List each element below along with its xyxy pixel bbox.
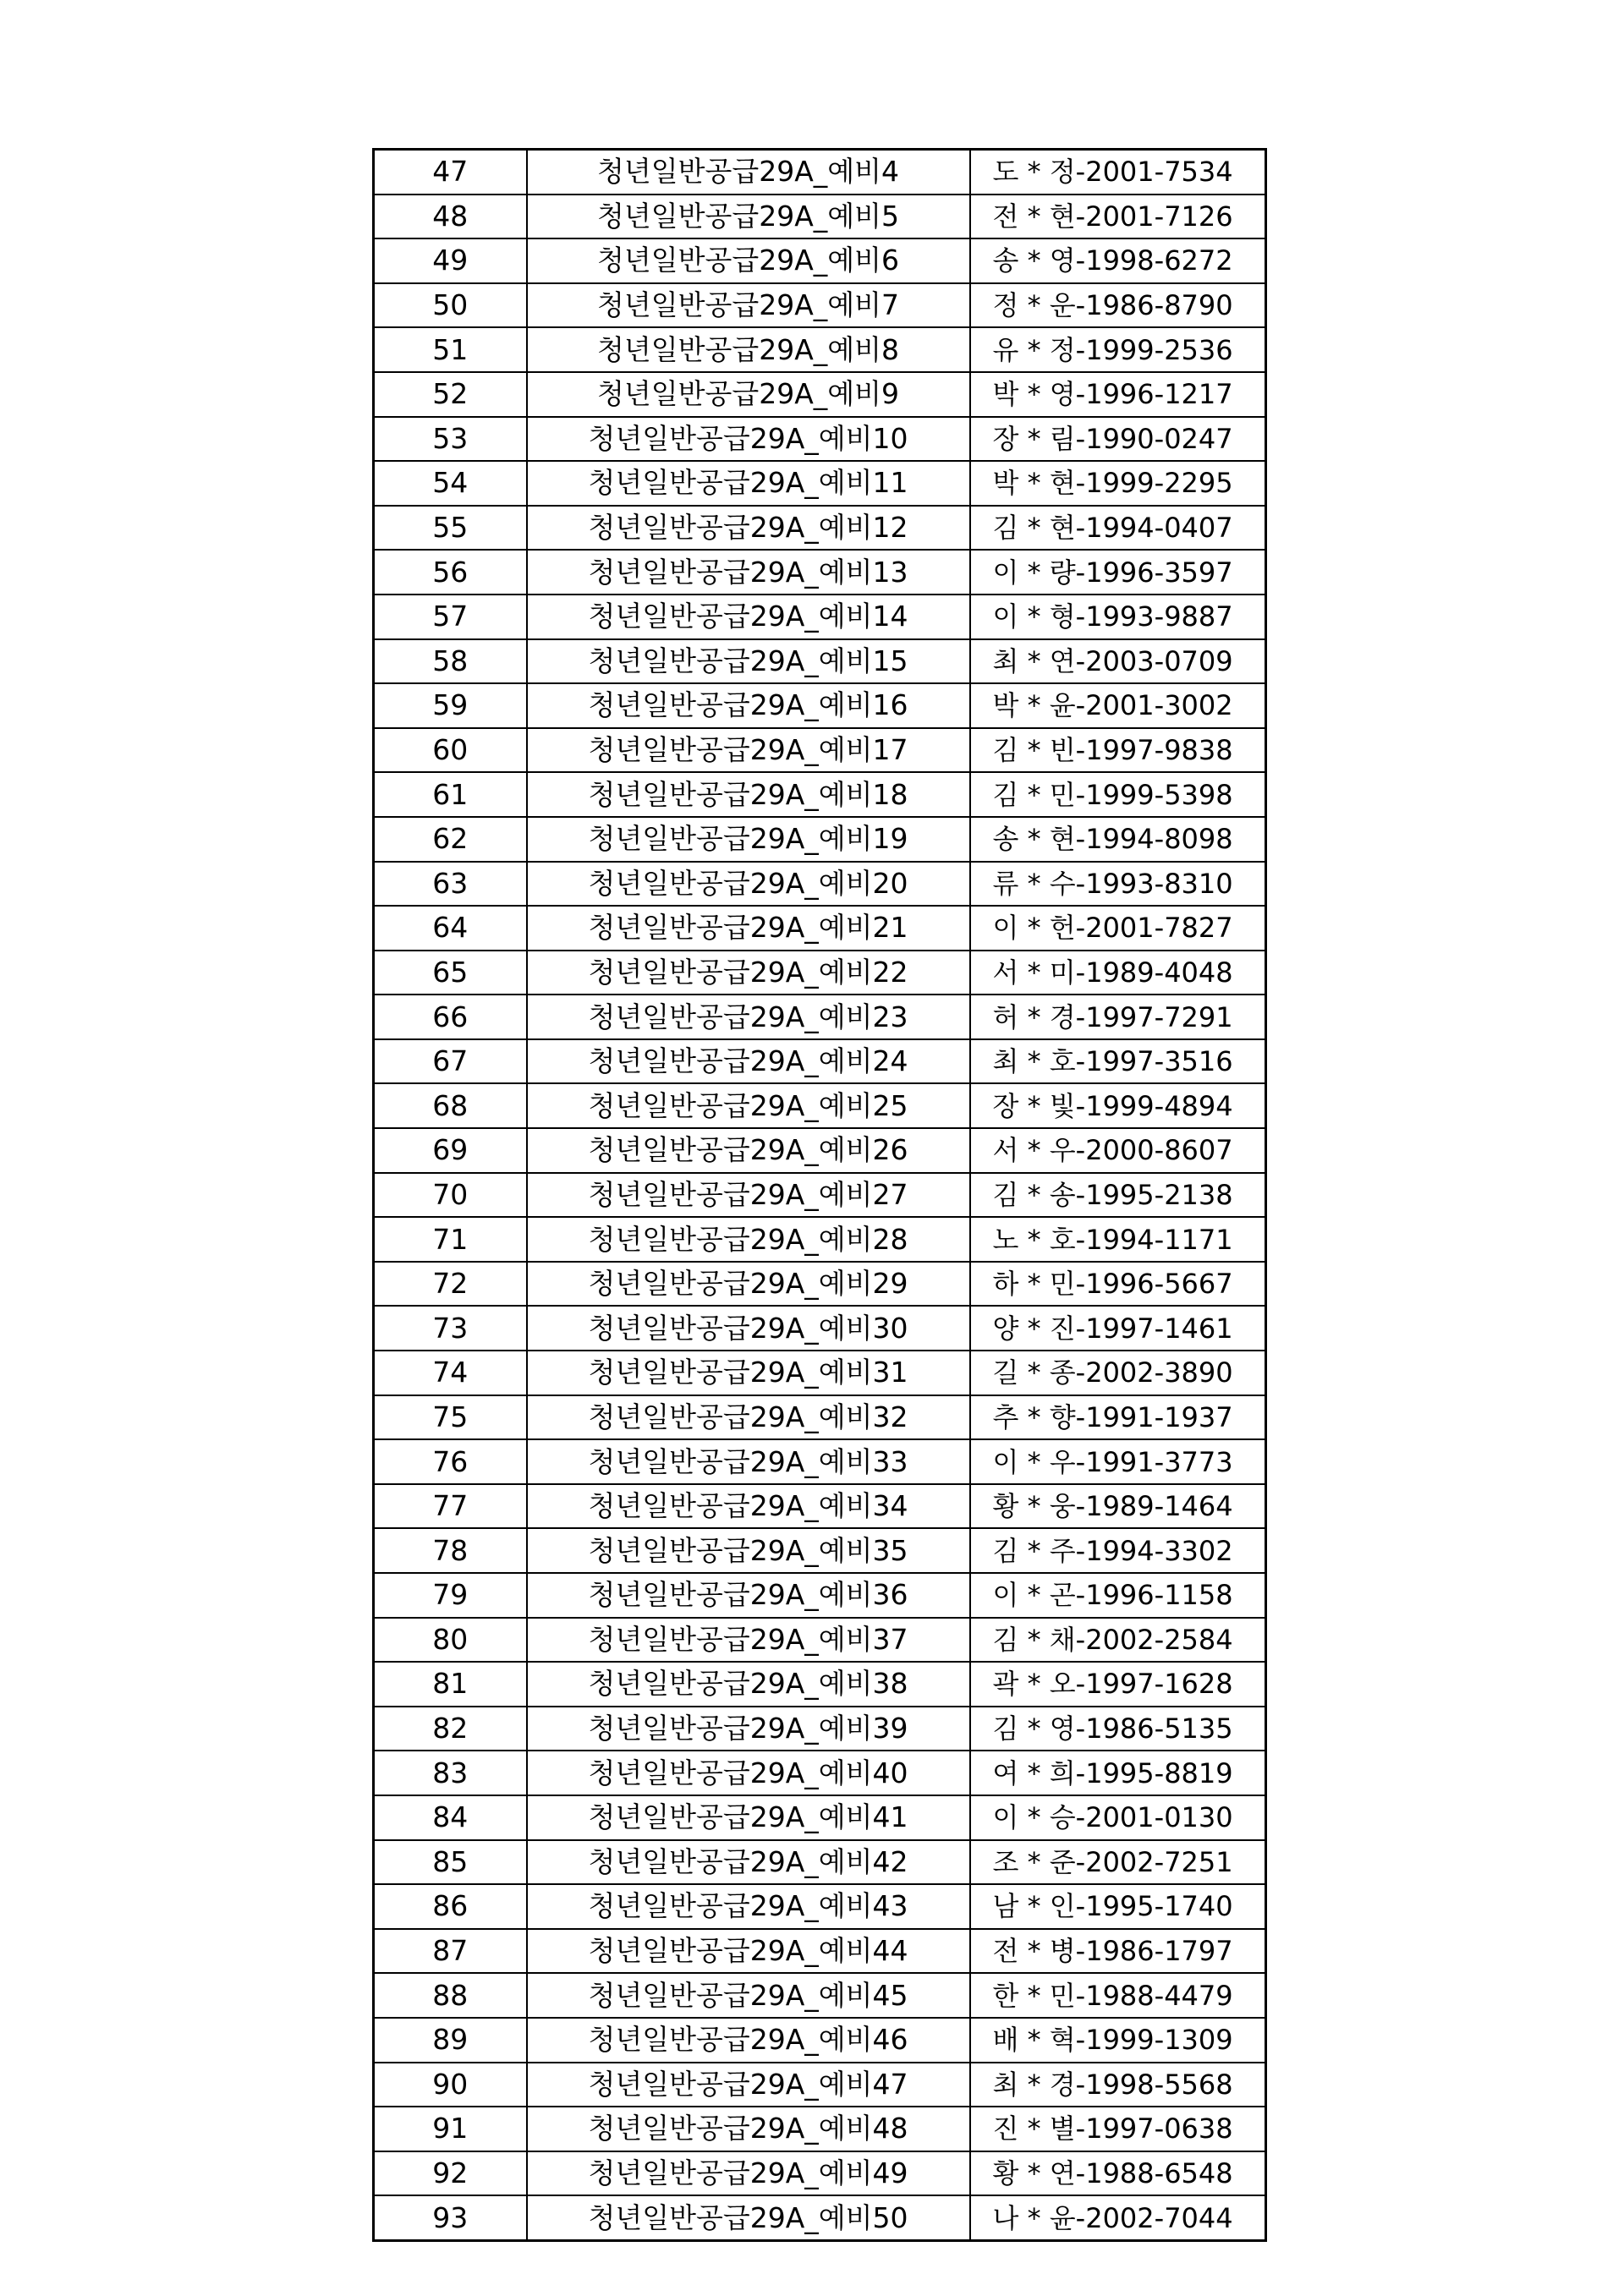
table-row	[374, 2195, 1266, 2240]
applicant-id-cell: 남 * 인-1995-1740	[970, 1884, 1266, 1929]
row-number-cell: 88	[374, 1973, 527, 2018]
applicant-id-cell: 김 * 현-1994-0407	[970, 506, 1266, 551]
table-row	[374, 1351, 1266, 1395]
row-number-cell: 65	[374, 951, 527, 995]
applicant-id-cell: 최 * 경-1998-5568	[970, 2063, 1266, 2107]
supply-category-cell: 청년일반공급29A_예비36	[527, 1573, 970, 1618]
row-number-cell: 47	[374, 150, 527, 195]
supply-category-cell: 청년일반공급29A_예비19	[527, 817, 970, 862]
supply-category-cell: 청년일반공급29A_예비16	[527, 683, 970, 728]
row-number-cell: 91	[374, 2107, 527, 2151]
row-number-cell: 57	[374, 595, 527, 639]
table-row	[374, 728, 1266, 773]
applicant-id-cell: 황 * 연-1988-6548	[970, 2151, 1266, 2196]
row-number-cell: 77	[374, 1484, 527, 1529]
table-row	[374, 595, 1266, 639]
supply-category-cell: 청년일반공급29A_예비38	[527, 1662, 970, 1707]
table-row	[374, 2018, 1266, 2063]
row-number-cell: 66	[374, 995, 527, 1039]
table-row	[374, 995, 1266, 1039]
row-number-cell: 84	[374, 1795, 527, 1840]
row-number-cell: 61	[374, 772, 527, 817]
table-row	[374, 195, 1266, 239]
row-number-cell: 51	[374, 327, 527, 372]
supply-category-cell: 청년일반공급29A_예비35	[527, 1528, 970, 1573]
table-row	[374, 1528, 1266, 1573]
supply-category-cell: 청년일반공급29A_예비27	[527, 1173, 970, 1218]
supply-category-cell: 청년일반공급29A_예비43	[527, 1884, 970, 1929]
row-number-cell: 73	[374, 1306, 527, 1351]
table-row	[374, 1484, 1266, 1529]
supply-category-cell: 청년일반공급29A_예비44	[527, 1929, 970, 1974]
applicant-id-cell: 류 * 수-1993-8310	[970, 862, 1266, 907]
supply-category-cell: 청년일반공급29A_예비25	[527, 1083, 970, 1128]
table-row	[374, 2063, 1266, 2107]
supply-category-cell: 청년일반공급29A_예비7	[527, 283, 970, 328]
supply-category-cell: 청년일반공급29A_예비6	[527, 238, 970, 283]
table-row	[374, 1573, 1266, 1618]
table-row	[374, 639, 1266, 684]
supply-category-cell: 청년일반공급29A_예비21	[527, 906, 970, 951]
table-row	[374, 683, 1266, 728]
row-number-cell: 89	[374, 2018, 527, 2063]
table-row	[374, 1662, 1266, 1707]
row-number-cell: 70	[374, 1173, 527, 1218]
table-row	[374, 372, 1266, 417]
applicant-id-cell: 여 * 희-1995-8819	[970, 1751, 1266, 1795]
applicant-id-cell: 서 * 미-1989-4048	[970, 951, 1266, 995]
supply-category-cell: 청년일반공급29A_예비46	[527, 2018, 970, 2063]
applicant-id-cell: 정 * 운-1986-8790	[970, 283, 1266, 328]
supply-category-cell: 청년일반공급29A_예비17	[527, 728, 970, 773]
supply-category-cell: 청년일반공급29A_예비8	[527, 327, 970, 372]
applicant-id-cell: 곽 * 오-1997-1628	[970, 1662, 1266, 1707]
applicant-id-cell: 송 * 영-1998-6272	[970, 238, 1266, 283]
table-row	[374, 1618, 1266, 1663]
applicant-id-cell: 추 * 향-1991-1937	[970, 1395, 1266, 1440]
table-row	[374, 550, 1266, 595]
table-row	[374, 461, 1266, 506]
applicant-id-cell: 이 * 량-1996-3597	[970, 550, 1266, 595]
applicant-id-cell: 이 * 헌-2001-7827	[970, 906, 1266, 951]
table-row	[374, 2107, 1266, 2151]
table-row	[374, 1973, 1266, 2018]
row-number-cell: 60	[374, 728, 527, 773]
row-number-cell: 58	[374, 639, 527, 684]
applicant-id-cell: 박 * 현-1999-2295	[970, 461, 1266, 506]
applicant-id-cell: 나 * 윤-2002-7044	[970, 2195, 1266, 2240]
row-number-cell: 81	[374, 1662, 527, 1707]
supply-category-cell: 청년일반공급29A_예비42	[527, 1840, 970, 1885]
row-number-cell: 92	[374, 2151, 527, 2196]
table-row	[374, 817, 1266, 862]
row-number-cell: 68	[374, 1083, 527, 1128]
row-number-cell: 83	[374, 1751, 527, 1795]
row-number-cell: 87	[374, 1929, 527, 1974]
table-row	[374, 951, 1266, 995]
table-row	[374, 2151, 1266, 2196]
applicant-id-cell: 전 * 현-2001-7126	[970, 195, 1266, 239]
row-number-cell: 80	[374, 1618, 527, 1663]
table-row	[374, 1795, 1266, 1840]
applicant-id-cell: 김 * 빈-1997-9838	[970, 728, 1266, 773]
row-number-cell: 67	[374, 1039, 527, 1084]
table-row	[374, 1173, 1266, 1218]
row-number-cell: 64	[374, 906, 527, 951]
applicant-id-cell: 이 * 곤-1996-1158	[970, 1573, 1266, 1618]
applicant-id-cell: 진 * 별-1997-0638	[970, 2107, 1266, 2151]
row-number-cell: 90	[374, 2063, 527, 2107]
row-number-cell: 50	[374, 283, 527, 328]
applicant-id-cell: 서 * 우-2000-8607	[970, 1128, 1266, 1173]
supply-category-cell: 청년일반공급29A_예비18	[527, 772, 970, 817]
table-row	[374, 1840, 1266, 1885]
applicant-id-cell: 김 * 채-2002-2584	[970, 1618, 1266, 1663]
applicant-id-cell: 박 * 윤-2001-3002	[970, 683, 1266, 728]
supply-category-cell: 청년일반공급29A_예비45	[527, 1973, 970, 2018]
applicant-id-cell: 김 * 송-1995-2138	[970, 1173, 1266, 1218]
table-row	[374, 862, 1266, 907]
table-row	[374, 506, 1266, 551]
applicant-id-cell: 전 * 병-1986-1797	[970, 1929, 1266, 1974]
table-row	[374, 1083, 1266, 1128]
applicant-id-cell: 이 * 승-2001-0130	[970, 1795, 1266, 1840]
row-number-cell: 63	[374, 862, 527, 907]
row-number-cell: 85	[374, 1840, 527, 1885]
table-row	[374, 772, 1266, 817]
applicant-id-cell: 도 * 정-2001-7534	[970, 150, 1266, 195]
table-row	[374, 1929, 1266, 1974]
reserve-list-table	[372, 148, 1267, 2242]
applicant-id-cell: 황 * 웅-1989-1464	[970, 1484, 1266, 1529]
table-row	[374, 417, 1266, 462]
supply-category-cell: 청년일반공급29A_예비26	[527, 1128, 970, 1173]
supply-category-cell: 청년일반공급29A_예비14	[527, 595, 970, 639]
supply-category-cell: 청년일반공급29A_예비39	[527, 1707, 970, 1751]
supply-category-cell: 청년일반공급29A_예비12	[527, 506, 970, 551]
row-number-cell: 75	[374, 1395, 527, 1440]
row-number-cell: 78	[374, 1528, 527, 1573]
applicant-id-cell: 김 * 민-1999-5398	[970, 772, 1266, 817]
applicant-id-cell: 최 * 연-2003-0709	[970, 639, 1266, 684]
row-number-cell: 56	[374, 550, 527, 595]
row-number-cell: 79	[374, 1573, 527, 1618]
supply-category-cell: 청년일반공급29A_예비31	[527, 1351, 970, 1395]
supply-category-cell: 청년일반공급29A_예비49	[527, 2151, 970, 2196]
row-number-cell: 62	[374, 817, 527, 862]
supply-category-cell: 청년일반공급29A_예비11	[527, 461, 970, 506]
supply-category-cell: 청년일반공급29A_예비9	[527, 372, 970, 417]
applicant-id-cell: 길 * 종-2002-3890	[970, 1351, 1266, 1395]
applicant-id-cell: 이 * 형-1993-9887	[970, 595, 1266, 639]
applicant-id-cell: 장 * 림-1990-0247	[970, 417, 1266, 462]
supply-category-cell: 청년일반공급29A_예비37	[527, 1618, 970, 1663]
applicant-id-cell: 유 * 정-1999-2536	[970, 327, 1266, 372]
reserve-list-body	[374, 150, 1266, 2241]
row-number-cell: 72	[374, 1262, 527, 1307]
row-number-cell: 53	[374, 417, 527, 462]
supply-category-cell: 청년일반공급29A_예비34	[527, 1484, 970, 1529]
applicant-id-cell: 조 * 준-2002-7251	[970, 1840, 1266, 1885]
table-row	[374, 1128, 1266, 1173]
table-row	[374, 1439, 1266, 1484]
table-row	[374, 1217, 1266, 1262]
row-number-cell: 48	[374, 195, 527, 239]
supply-category-cell: 청년일반공급29A_예비30	[527, 1306, 970, 1351]
supply-category-cell: 청년일반공급29A_예비4	[527, 150, 970, 195]
applicant-id-cell: 박 * 영-1996-1217	[970, 372, 1266, 417]
supply-category-cell: 청년일반공급29A_예비5	[527, 195, 970, 239]
row-number-cell: 69	[374, 1128, 527, 1173]
table-row	[374, 238, 1266, 283]
applicant-id-cell: 한 * 민-1988-4479	[970, 1973, 1266, 2018]
supply-category-cell: 청년일반공급29A_예비20	[527, 862, 970, 907]
applicant-id-cell: 노 * 호-1994-1171	[970, 1217, 1266, 1262]
applicant-id-cell: 김 * 주-1994-3302	[970, 1528, 1266, 1573]
row-number-cell: 49	[374, 238, 527, 283]
row-number-cell: 82	[374, 1707, 527, 1751]
row-number-cell: 71	[374, 1217, 527, 1262]
table-row	[374, 150, 1266, 195]
applicant-id-cell: 배 * 혁-1999-1309	[970, 2018, 1266, 2063]
table-row	[374, 1306, 1266, 1351]
supply-category-cell: 청년일반공급29A_예비22	[527, 951, 970, 995]
row-number-cell: 59	[374, 683, 527, 728]
row-number-cell: 54	[374, 461, 527, 506]
applicant-id-cell: 장 * 빛-1999-4894	[970, 1083, 1266, 1128]
table-row	[374, 1039, 1266, 1084]
row-number-cell: 93	[374, 2195, 527, 2240]
table-row	[374, 1707, 1266, 1751]
applicant-id-cell: 송 * 현-1994-8098	[970, 817, 1266, 862]
table-row	[374, 283, 1266, 328]
table-row	[374, 1751, 1266, 1795]
applicant-id-cell: 양 * 진-1997-1461	[970, 1306, 1266, 1351]
table-row	[374, 906, 1266, 951]
supply-category-cell: 청년일반공급29A_예비32	[527, 1395, 970, 1440]
row-number-cell: 86	[374, 1884, 527, 1929]
supply-category-cell: 청년일반공급29A_예비24	[527, 1039, 970, 1084]
table-row	[374, 1395, 1266, 1440]
row-number-cell: 74	[374, 1351, 527, 1395]
applicant-id-cell: 김 * 영-1986-5135	[970, 1707, 1266, 1751]
applicant-id-cell: 허 * 경-1997-7291	[970, 995, 1266, 1039]
supply-category-cell: 청년일반공급29A_예비40	[527, 1751, 970, 1795]
row-number-cell: 55	[374, 506, 527, 551]
supply-category-cell: 청년일반공급29A_예비33	[527, 1439, 970, 1484]
supply-category-cell: 청년일반공급29A_예비48	[527, 2107, 970, 2151]
supply-category-cell: 청년일반공급29A_예비41	[527, 1795, 970, 1840]
supply-category-cell: 청년일반공급29A_예비13	[527, 550, 970, 595]
supply-category-cell: 청년일반공급29A_예비23	[527, 995, 970, 1039]
table-row	[374, 1262, 1266, 1307]
row-number-cell: 76	[374, 1439, 527, 1484]
applicant-id-cell: 최 * 호-1997-3516	[970, 1039, 1266, 1084]
supply-category-cell: 청년일반공급29A_예비47	[527, 2063, 970, 2107]
row-number-cell: 52	[374, 372, 527, 417]
table-row	[374, 1884, 1266, 1929]
applicant-id-cell: 이 * 우-1991-3773	[970, 1439, 1266, 1484]
supply-category-cell: 청년일반공급29A_예비28	[527, 1217, 970, 1262]
applicant-id-cell: 하 * 민-1996-5667	[970, 1262, 1266, 1307]
supply-category-cell: 청년일반공급29A_예비50	[527, 2195, 970, 2240]
supply-category-cell: 청년일반공급29A_예비15	[527, 639, 970, 684]
supply-category-cell: 청년일반공급29A_예비10	[527, 417, 970, 462]
table-row	[374, 327, 1266, 372]
supply-category-cell: 청년일반공급29A_예비29	[527, 1262, 970, 1307]
